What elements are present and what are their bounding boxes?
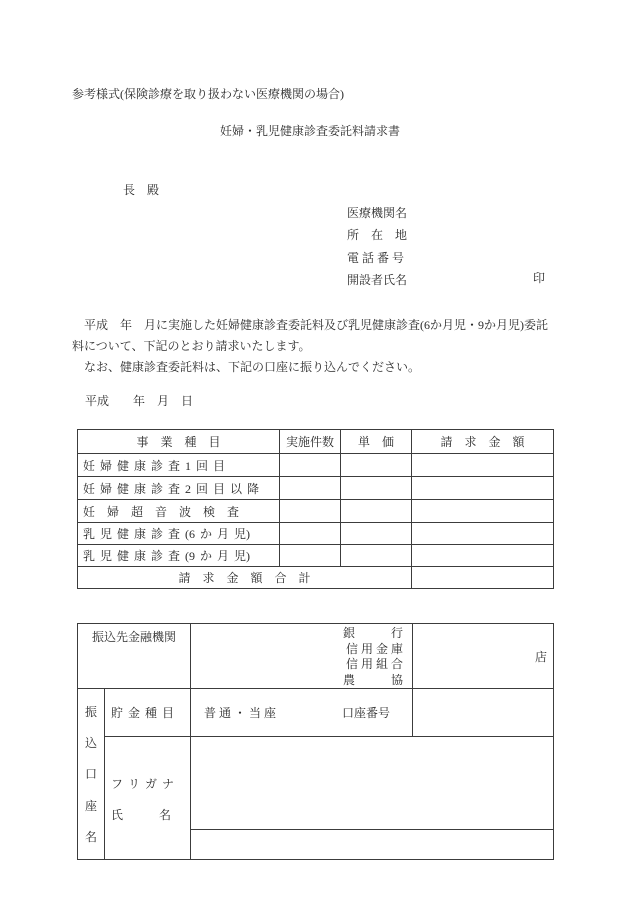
unit-price-cell [341, 500, 412, 523]
address-label: 所 在 地 [347, 228, 408, 243]
furigana-row [78, 737, 554, 830]
phone-label: 電 話 番 号 [347, 250, 405, 265]
reference-format-note: 参考様式(保険診療を取り扱わない医療機関の場合) [72, 87, 344, 101]
furigana-label: フ リ ガ ナ [111, 776, 175, 791]
page-title: 妊婦・乳児健康診査委託料請求書 [220, 124, 401, 138]
deposit-options: 普 通 ・ 当 座 [204, 706, 277, 720]
claim-table [77, 429, 554, 589]
count-cell [280, 523, 341, 545]
row-label: 乳 児 健 康 診 査 (9 か 月 児) [78, 545, 280, 567]
table-row [78, 500, 554, 523]
total-label-cell: 請 求 金 額 合 計 [78, 567, 412, 589]
row-label: 妊 婦 超 音 波 検 査 [78, 500, 280, 523]
amount-cell [412, 477, 554, 500]
deposit-options-cell [191, 689, 413, 737]
unit-price-cell [341, 454, 412, 477]
name-cell [191, 829, 554, 859]
count-cell [280, 477, 341, 500]
total-amount-cell [412, 567, 554, 589]
unit-price-cell [341, 477, 412, 500]
unit-price-cell [341, 523, 412, 545]
row-label: 乳 児 健 康 診 査 (6 か 月 児) [78, 523, 280, 545]
amount-cell [412, 523, 554, 545]
founder-name-label: 開設者氏名 [347, 272, 408, 287]
bank-destination-row [78, 624, 554, 689]
body-line: 平成 年 月に実施した妊婦健康診査委託料及び乳児健康診査(6か月児・9か月児)委託 [72, 318, 548, 332]
count-cell [280, 545, 341, 567]
deposit-type-label: 貯 金 種 目 [105, 689, 191, 737]
medical-institution-label: 医療機関名 [347, 206, 408, 220]
bank-type-item: 信 用 金 庫 [345, 641, 403, 656]
amount-cell [412, 454, 554, 477]
table-row [78, 523, 554, 545]
bank-type-list [191, 624, 413, 689]
amount-cell [412, 545, 554, 567]
table-row [78, 545, 554, 567]
body-paragraph [72, 315, 548, 379]
header-count: 実施件数 [280, 430, 341, 454]
count-cell [280, 500, 341, 523]
table-row [78, 454, 554, 477]
branch-label: 店 [413, 624, 554, 689]
bank-type-item: 信 用 組 合 [345, 657, 403, 671]
bank-type-item: 農 協 [342, 672, 403, 687]
unit-price-cell [341, 545, 412, 567]
amount-cell [412, 500, 554, 523]
date-line: 平成 年 月 日 [85, 394, 194, 408]
table-row [78, 477, 554, 500]
row-label: 妊 婦 健 康 診 査 2 回 目 以 降 [78, 477, 280, 500]
bank-type-item: 銀 行 [342, 626, 403, 640]
header-business-item: 事 業 種 目 [78, 430, 280, 454]
claim-header-row [78, 430, 554, 454]
name-label: 氏 名 [111, 807, 172, 822]
furigana-cell [191, 737, 554, 830]
addressee-line: 長 殿 [123, 183, 160, 197]
sender-block [347, 202, 407, 291]
seal-mark: 印 [533, 271, 546, 285]
body-line: なお、健康診査委託料は、下記の口座に振り込んでください。 [72, 360, 421, 375]
header-claim-amount: 請 求 金 額 [412, 430, 554, 454]
destination-bank-label: 振込先金融機関 [78, 624, 191, 689]
account-number-label: 口座番号 [341, 706, 390, 720]
header-unit-price: 単 価 [341, 430, 412, 454]
account-number-cell [413, 689, 554, 737]
total-row [78, 567, 554, 589]
row-label: 妊 婦 健 康 診 査 1 回 目 [78, 454, 280, 477]
count-cell [280, 454, 341, 477]
bank-transfer-table [77, 623, 554, 860]
body-line: 料について、下記のとおり請求いたします。 [72, 339, 311, 354]
name-labels-cell [105, 737, 191, 860]
transfer-account-vertical-label: 振 込 口 座 名 [78, 689, 105, 860]
deposit-type-row [78, 689, 554, 737]
